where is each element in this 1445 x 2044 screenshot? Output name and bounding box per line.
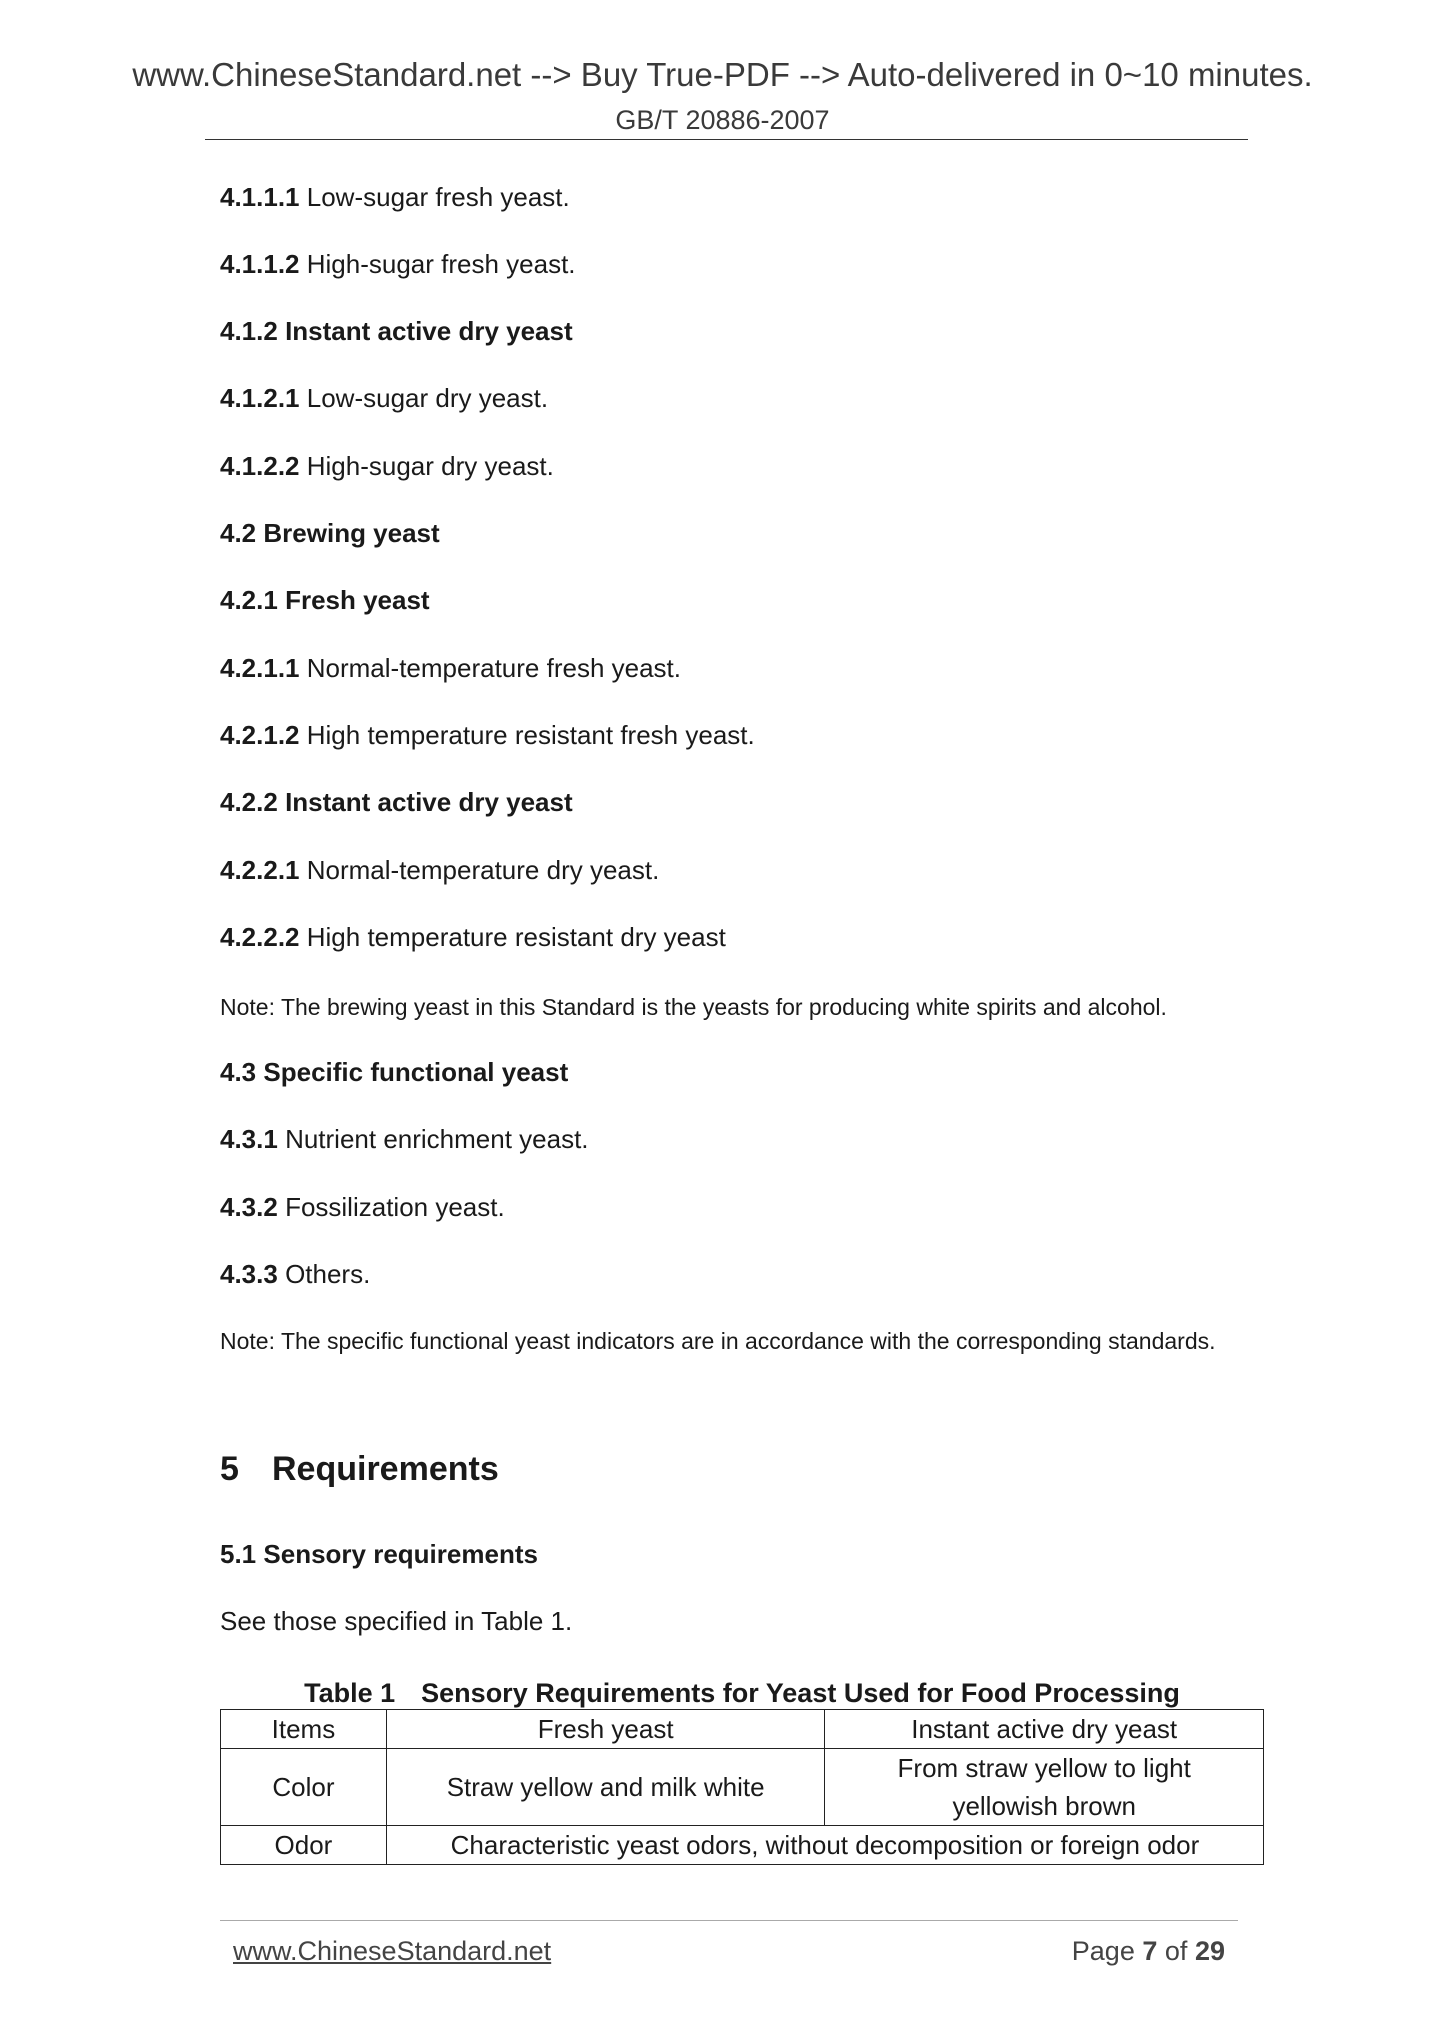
footer-divider (220, 1920, 1238, 1921)
table-cell-dry (825, 1749, 1264, 1826)
table-header-cell: Instant active dry yeast (825, 1710, 1264, 1749)
clause-4-2-1-1 (220, 652, 681, 684)
table-cell-item: Color (221, 1749, 387, 1826)
clause-4-3-3 (220, 1258, 370, 1290)
clause-number: 4.3.1 (220, 1124, 278, 1154)
clause-4-1-1-2 (220, 248, 576, 280)
clause-number: 4.1.1.1 (220, 182, 300, 212)
clause-number: 4.2 (220, 518, 257, 548)
clause-number: 4.2.1.2 (220, 720, 300, 750)
clause-number: 4.2.1 (220, 585, 278, 615)
table-header-row (221, 1710, 1264, 1749)
clause-number: 4.2.2 (220, 787, 278, 817)
page-of: of (1164, 1936, 1188, 1966)
clause-4-3-2 (220, 1191, 505, 1223)
clause-number: 4.1.2 (220, 316, 278, 346)
section-number: 5 (220, 1450, 239, 1488)
clause-text: Others. (285, 1259, 371, 1289)
clause-4-1-1-1 (220, 181, 570, 213)
clause-4-2 (220, 517, 440, 549)
clause-4-2-2-2 (220, 921, 726, 953)
clause-number: 4.3.2 (220, 1192, 278, 1222)
clause-number: 4.1.1.2 (220, 249, 300, 279)
section-5-heading (220, 1448, 499, 1490)
page-total: 29 (1194, 1936, 1225, 1966)
clause-4-1-2-2 (220, 450, 554, 482)
clause-text: High temperature resistant fresh yeast. (306, 720, 755, 750)
clause-4-2-1-2 (220, 719, 755, 751)
clause-4-2-2-1 (220, 854, 659, 886)
table-row-color (221, 1749, 1264, 1826)
clause-4-2-1 (220, 584, 430, 616)
clause-number: 4.2.2.2 (220, 922, 300, 952)
page-current: 7 (1142, 1936, 1158, 1966)
table-cell-item: Odor (221, 1826, 387, 1865)
section-title: Requirements (272, 1450, 499, 1488)
table-header-cell: Fresh yeast (386, 1710, 825, 1749)
clause-text: Normal-temperature fresh yeast. (306, 653, 681, 683)
clause-4-1-2 (220, 315, 573, 347)
clause-number: 4.1.2.1 (220, 383, 300, 413)
clause-number: 4.2.1.1 (220, 653, 300, 683)
table-caption (220, 1676, 1264, 1710)
clause-4-3 (220, 1056, 568, 1088)
clause-heading: Sensory requirements (263, 1539, 538, 1569)
clause-number: 4.1.2.2 (220, 451, 300, 481)
dry-color-line-2: yellowish brown (952, 1791, 1136, 1821)
clause-text: Normal-temperature dry yeast. (306, 855, 660, 885)
page-number (1072, 1936, 1225, 1967)
clause-heading: Fresh yeast (285, 585, 430, 615)
page-prefix: Page (1071, 1936, 1135, 1966)
table-label: Table 1 (304, 1678, 396, 1708)
note-functional-yeast: Note: The specific functional yeast indicators are in accordance with the corresponding standards. (220, 1328, 1216, 1354)
clause-number: 4.2.2.1 (220, 855, 300, 885)
table-cell-fresh: Straw yellow and milk white (386, 1749, 825, 1826)
clause-4-2-2 (220, 786, 573, 818)
table-title: Sensory Requirements for Yeast Used for Food Processing (421, 1678, 1180, 1708)
clause-heading: Instant active dry yeast (285, 787, 573, 817)
table-cell-odor: Characteristic yeast odors, without decomposition or foreign odor (386, 1826, 1263, 1865)
clause-text: High-sugar dry yeast. (306, 451, 554, 481)
clause-text: Low-sugar dry yeast. (306, 383, 549, 413)
header-divider (205, 139, 1248, 140)
clause-text: High temperature resistant dry yeast (306, 922, 726, 952)
clause-4-1-2-1 (220, 382, 548, 414)
clause-number: 5.1 (220, 1539, 257, 1569)
clause-text: High-sugar fresh yeast. (306, 249, 576, 279)
clause-heading: Brewing yeast (263, 518, 440, 548)
table-row-odor (221, 1826, 1264, 1865)
footer-site-link[interactable]: www.ChineseStandard.net (233, 1936, 552, 1966)
clause-number: 4.3 (220, 1057, 257, 1087)
see-table-text: See those specified in Table 1. (220, 1606, 573, 1636)
sensory-requirements-table (220, 1709, 1264, 1865)
clause-text: Nutrient enrichment yeast. (285, 1124, 589, 1154)
header-banner: www.ChineseStandard.net --> Buy True-PDF --> Auto-delivered in 0~10 minutes. (132, 56, 1313, 93)
clause-number: 4.3.3 (220, 1259, 278, 1289)
clause-4-3-1 (220, 1123, 589, 1155)
standard-code: GB/T 20886-2007 (615, 105, 830, 135)
clause-heading: Instant active dry yeast (285, 316, 573, 346)
note-brewing-yeast: Note: The brewing yeast in this Standard is the yeasts for producing white spirits and alcohol. (220, 994, 1167, 1020)
clause-text: Low-sugar fresh yeast. (306, 182, 570, 212)
dry-color-line-1: From straw yellow to light (897, 1753, 1191, 1783)
clause-5-1 (220, 1538, 538, 1570)
clause-text: Fossilization yeast. (285, 1192, 505, 1222)
table-header-cell: Items (221, 1710, 387, 1749)
clause-heading: Specific functional yeast (263, 1057, 569, 1087)
